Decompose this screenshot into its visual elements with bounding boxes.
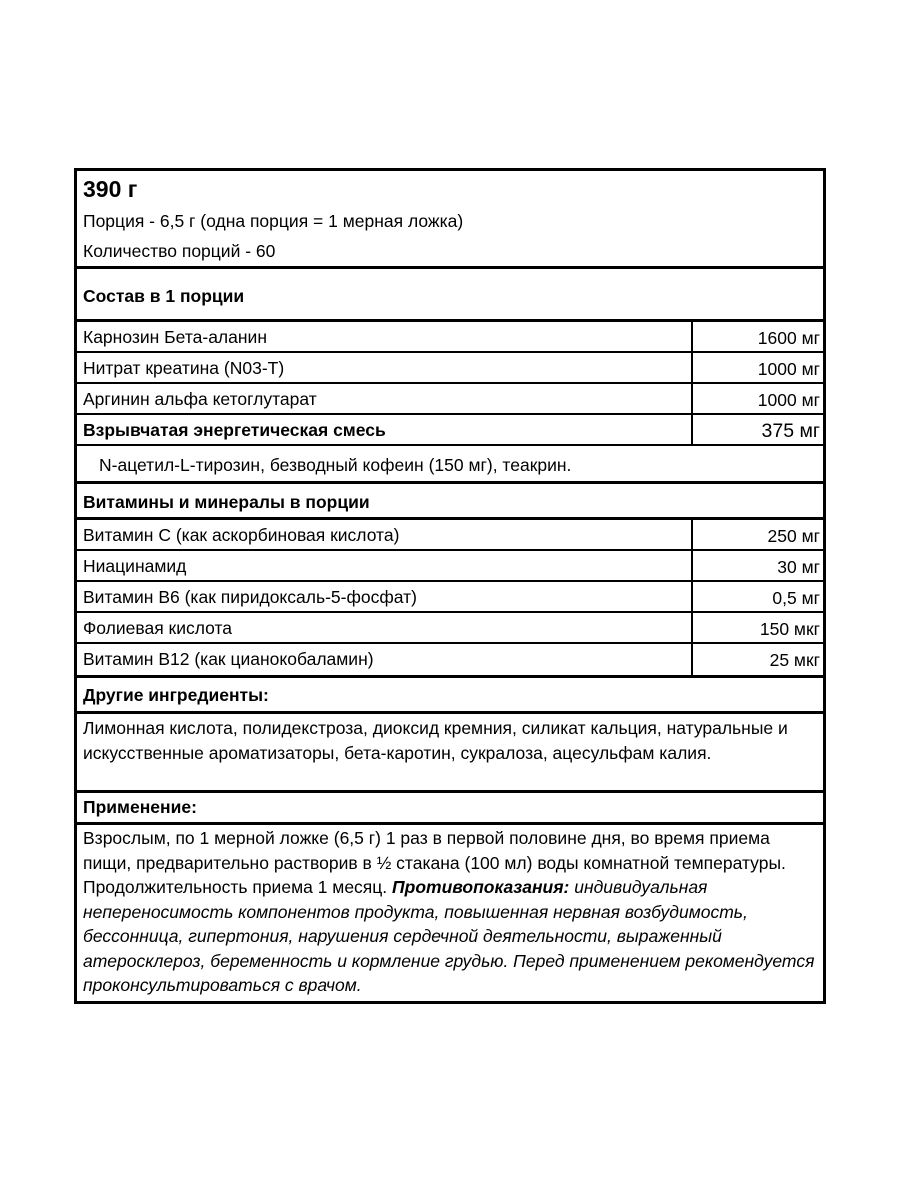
divider bbox=[77, 675, 823, 678]
usage-text bbox=[83, 826, 817, 998]
divider bbox=[77, 822, 823, 825]
ingredient-name: Аргинин альфа кетоглутарат bbox=[83, 389, 317, 409]
ingredient-amount: 375 мг bbox=[761, 420, 820, 442]
vitamin-amount: 250 мг bbox=[767, 526, 820, 546]
vitamins-title: Витамины и минералы в порции bbox=[83, 492, 370, 512]
vitamin-name: Фолиевая кислота bbox=[83, 618, 233, 638]
divider bbox=[77, 711, 823, 714]
ingredient-amount: 1000 мг bbox=[757, 359, 820, 379]
ingredient-name: Нитрат креатина (N03-T) bbox=[83, 358, 285, 378]
other-ingredients-title: Другие ингредиенты: bbox=[83, 685, 269, 705]
table-row bbox=[77, 582, 823, 613]
ingredient-amount: 1000 мг bbox=[757, 390, 820, 410]
composition-table bbox=[77, 322, 823, 446]
contraindications-label: Противопоказания: bbox=[392, 877, 570, 897]
ingredient-name: Взрывчатая энергетическая смесь bbox=[83, 420, 386, 440]
table-row bbox=[77, 613, 823, 644]
vitamin-name: Витамин С (как аскорбиновая кислота) bbox=[83, 525, 400, 545]
vitamin-amount: 150 мкг bbox=[759, 619, 820, 639]
table-row bbox=[77, 353, 823, 384]
label-table bbox=[74, 168, 826, 1004]
vitamins-table bbox=[77, 520, 823, 675]
usage-title: Применение: bbox=[83, 797, 197, 817]
other-ingredients-text: Лимонная кислота, полидекстроза, диоксид кремния, силикат кальция, натуральные и искусственные ароматизаторы, бета-каротин, сукралоза, ацесульфам калия. bbox=[83, 718, 788, 763]
usage-instructions: Взрослым, по 1 мерной ложке (6,5 г) 1 раз в первой половине дня, во время приема пищи, предварительно растворив в ½ стакана (100 мл) воды комнатной температуры. Продолжительность приема 1 месяц. bbox=[83, 828, 786, 897]
vitamin-amount: 30 мг bbox=[777, 557, 820, 577]
vitamin-amount: 25 мкг bbox=[769, 650, 820, 670]
ingredient-name: Карнозин Бета-аланин bbox=[83, 327, 267, 347]
divider bbox=[77, 790, 823, 793]
table-row bbox=[77, 551, 823, 582]
net-weight: 390 г bbox=[83, 176, 138, 202]
serving-size: Порция - 6,5 г (одна порция = 1 мерная ложка) bbox=[83, 211, 464, 231]
vitamin-name: Ниацинамид bbox=[83, 556, 187, 576]
table-row bbox=[77, 322, 823, 353]
table-row bbox=[77, 384, 823, 415]
divider bbox=[77, 481, 823, 484]
vitamin-name: Витамин В6 (как пиридоксаль-5-фосфат) bbox=[83, 587, 417, 607]
table-row bbox=[77, 644, 823, 675]
vitamin-name: Витамин В12 (как цианокобаламин) bbox=[83, 649, 374, 669]
servings-count: Количество порций - 60 bbox=[83, 241, 276, 261]
composition-title: Состав в 1 порции bbox=[83, 286, 245, 306]
table-row bbox=[77, 520, 823, 551]
blend-note: N-ацетил-L-тирозин, безводный кофеин (150 мг), теакрин. bbox=[99, 455, 572, 475]
ingredient-amount: 1600 мг bbox=[757, 328, 820, 348]
contraindications-text: индивидуальная непереносимость компонентов продукта, повышенная нервная возбудимость, бессонница, гипертония, нарушения сердечной деятельности, выраженный атеросклероз, беременность и кормление грудью. Перед применением рекомендуется проконсультироваться с врачом. bbox=[83, 877, 815, 995]
divider bbox=[77, 266, 823, 269]
table-row bbox=[77, 415, 823, 446]
vitamin-amount: 0,5 мг bbox=[772, 588, 820, 608]
